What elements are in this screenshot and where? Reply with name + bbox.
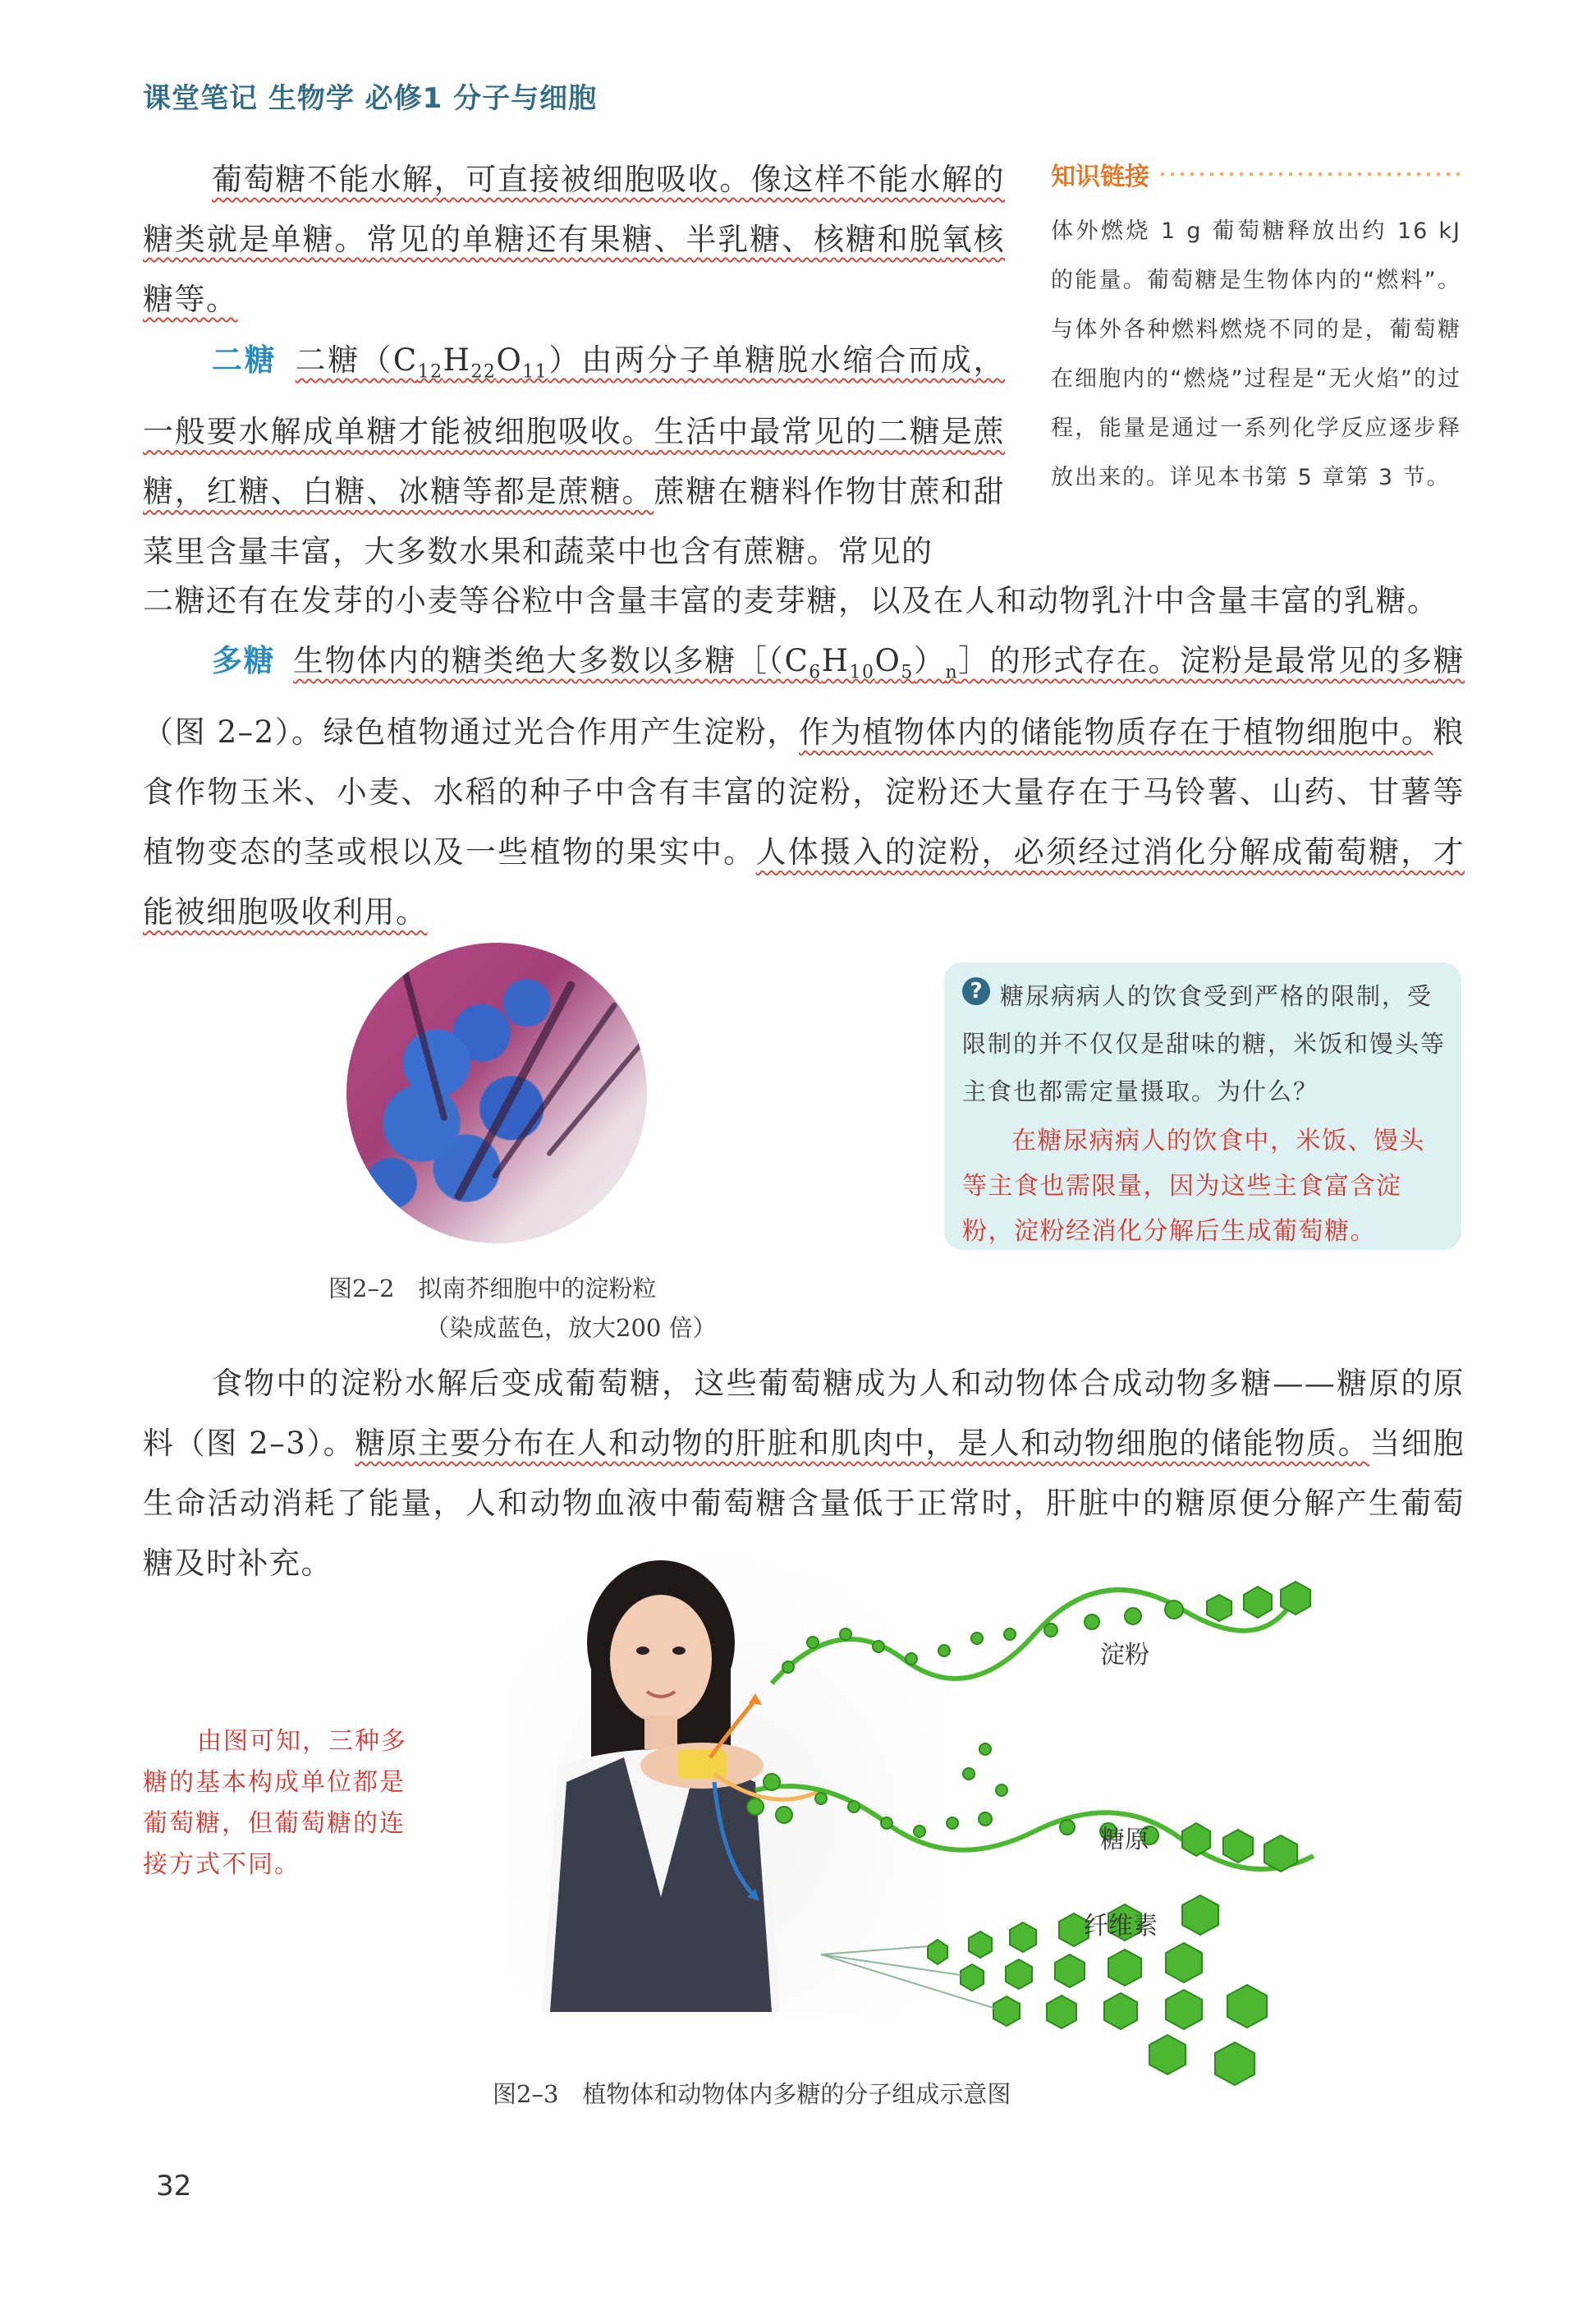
highlight-text: 二糖$(C_{12}H_{22}O_{11})$由两分子单糖脱水缩合而成，一般要水解成单糖才能被细胞吸收。 [143, 342, 1006, 450]
highlight-text: 蔗糖，红糖、白糖、冰糖等都是蔗糖。 [143, 414, 1006, 510]
figure-2-2-caption: 图2–2 拟南芥细胞中的淀粉粒 （染成蓝色，放大200 倍） [328, 1275, 717, 1342]
paragraph-polysaccharide [143, 631, 1465, 942]
highlight-text: 糖，才能被细胞吸收利用。 [143, 834, 1465, 930]
starch-granule-micrograph [346, 943, 647, 1243]
paragraph-disaccharide-cont: 二糖还有在发芽的小麦等谷粒中含量丰富的麦芽糖，以及在人和动物乳汁中含量丰富的乳糖。 [143, 583, 1439, 618]
highlight-text: 人体摄入的淀粉，必须经过消化分解成葡萄 [755, 834, 1369, 870]
question-text: 糖尿病病人的饮食受到严格的限制，受限制的并不仅仅是甜味的糖，米饭和馒头等主食也都需定量摄取。为什么？ [962, 982, 1447, 1105]
sidebar-body: 体外燃烧 1 g 葡萄糖释放出约 16 kJ 的能量。葡萄糖是生物体内的“燃料”。与体外各种燃料燃烧不同的是，葡萄糖在细胞内的“燃烧”过程是“无火焰”的过程，能量是通过一系列化学反应逐步释放出来的。详见本书第 5 章第 3 节。 [1051, 218, 1461, 490]
paragraph-text: 产生葡萄糖及时补充。 [143, 1486, 1465, 1581]
page-number: 32 [156, 2170, 192, 2202]
polysaccharide-molecule-illustration [722, 1560, 1346, 2094]
side-note: 由图可知，三种多糖的基本构成单位都是葡萄糖，但葡萄糖的连接方式不同。 [143, 1727, 407, 1879]
paragraph-text: 蔗糖在糖料作物甘蔗 [654, 474, 942, 510]
page-header: 课堂笔记 生物学 必修1 分子与细胞 [143, 82, 598, 115]
paragraph-text: 食物中的淀粉水解后变成葡萄糖，这些葡萄糖成为人和动物体合成动物多糖——糖原的 [212, 1366, 1433, 1401]
highlight-text: 糖原主要分布在人和动物的肝脏和肌肉中，是人和动物细胞的储能物质。 [355, 1426, 1370, 1461]
question-icon: ? [962, 977, 990, 1005]
highlight-text: 生活中最常见的二糖是 [654, 414, 974, 450]
paragraph-text: 当细胞生命活动消耗了能量，人和动物血液中葡萄糖含量低于正常时，肝脏中的糖原便分解 [143, 1426, 1465, 1521]
highlight-text: 生物体内的糖类绝大多数以多糖$[(C_6H_{10}O_5)_n]$的形式存在。淀粉是最常见的多糖 [293, 643, 1465, 683]
answer-text: 在糖尿病病人的饮食中，米饭、馒头等主食也需限量，因为这些主食富含淀粉，淀粉经消化分解后生成葡萄糖。 [962, 1127, 1425, 1246]
paragraph-text: 薯等植物变态的茎或根以及一些植物的果实中。 [143, 774, 1465, 870]
paragraph-text: 粮食作物玉米、小麦、水稻的种子中含有丰富的淀粉，淀粉还大量存在于马铃薯、山药、甘 [143, 714, 1465, 811]
dotted-divider [1158, 170, 1461, 178]
sidebar-title: 知识链接 [1051, 156, 1461, 192]
keyword-polysaccharide: 多糖 [212, 643, 276, 678]
keyword-disaccharide: 二糖 [212, 342, 277, 378]
highlight-text: 葡萄糖不能水解，可直接被细胞吸收。像这样不能水解 [212, 162, 974, 197]
highlight-text: 的糖类就是单糖。 [143, 162, 1005, 257]
paragraph-monosaccharide [143, 149, 1005, 329]
knowledge-link-sidebar [1051, 156, 1461, 503]
highlight-text: 常见的单糖还有果糖、半乳糖、核糖和脱 [366, 222, 942, 257]
paragraph-disaccharide [143, 330, 1005, 581]
paragraph-text: （图 2–2）。绿色植物通过光合作用产生淀粉， [143, 714, 799, 751]
paragraph-text: 原料（图 2–3）。 [143, 1366, 1465, 1461]
highlight-text: 作为植物体内的储能物质存在于植物细胞中。 [798, 714, 1433, 751]
figure-2-3-caption: 图2–3 植物体和动物体内多糖的分子组成示意图 [493, 2080, 1011, 2108]
label-glycogen: 糖原 [1100, 1826, 1149, 1854]
label-starch: 淀粉 [1100, 1641, 1149, 1670]
question-box [944, 962, 1461, 1250]
label-cellulose: 纤维素 [1084, 1912, 1158, 1941]
paragraph-text: 和甜菜里含量丰富，大多数水果和蔬菜中也含有蔗糖。常见的 [143, 474, 1006, 570]
highlight-text: 氧核糖等。 [143, 222, 1006, 317]
